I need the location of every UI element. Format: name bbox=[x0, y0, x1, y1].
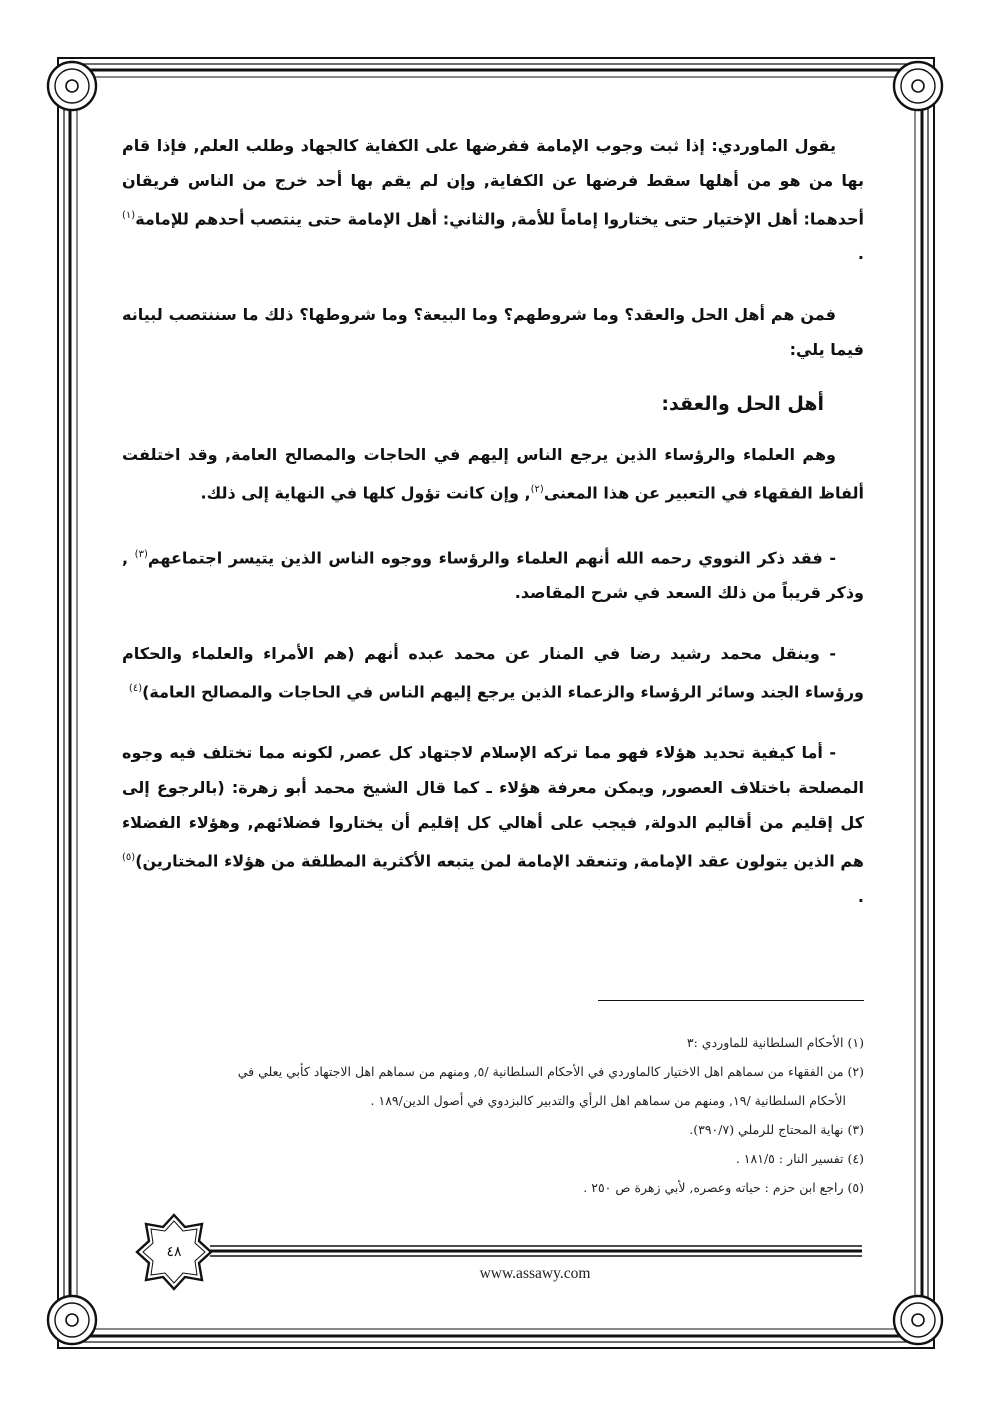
footnote-1: (١) الأحكام السلطانية للماوردي :٣ bbox=[686, 1035, 864, 1050]
paragraph-text: . bbox=[857, 244, 864, 264]
paragraph-text: يقول الماوردي: إذا ثبت وجوب الإمامة ففرضها على الكفاية كالجهاد وطلب العلم, فإذا قام بها من هو من أهلها سقط فرضها عن الكفاية, وإن لم يقم بها أحد خرج من الناس فريقان أحدهما: أهل الإختيار حتى يختاروا إماماً للأمة, والثاني: أهل الإمامة حتى ينتصب أحدهم للإمامة bbox=[122, 136, 864, 229]
page-number-badge bbox=[135, 1213, 213, 1291]
paragraph-text: - وينقل محمد رشيد رضا في المنار عن محمد عبده أنهم (هم الأمراء والعلماء والحكام ورؤساء الجند وسائر الرؤساء والزعماء الذين يرجع إليهم الناس في الحاجات والمصالح العامة) bbox=[122, 643, 864, 702]
paragraph-definition bbox=[122, 437, 864, 510]
main-text bbox=[122, 128, 864, 914]
footnote-ref[interactable]: (٥) bbox=[122, 852, 136, 864]
footnote-ref[interactable]: (٣) bbox=[134, 548, 148, 560]
paragraph-text: - أما كيفية تحديد هؤلاء فهو مما تركه الإسلام لاجتهاد كل عصر, لكونه مما تختلف فيه وجوه المصلحة باختلاف العصور, ويمكن معرفة هؤلاء ـ كما قال الشيخ محمد أبو زهرة: (بالرجوع إلى كل إقليم من أقاليم الدولة, فيجب على أهالي كل إقليم أن يختاروا فضلائهم, وهؤلاء الفضلاء هم الذين يتولون عقد الإمامة, وتنعقد الإمامة لمن يتبعه الأكثرية المطلقة من هؤلاء المختارين) bbox=[122, 743, 864, 871]
footnote-5: (٥) راجع ابن حزم : حياته وعصره, لأبي زهرة ص ٢٥٠ . bbox=[583, 1180, 864, 1195]
paragraph-abu-zahra bbox=[122, 735, 864, 913]
footnote-3: (٣) نهاية المحتاج للرملي (٣٩٠/٧). bbox=[689, 1122, 864, 1137]
footer-website-link[interactable]: www.assawy.com bbox=[479, 1265, 591, 1282]
corner-ornament-bottom-left bbox=[48, 1296, 96, 1344]
footnotes bbox=[170, 1028, 864, 1202]
page-number: ٤٨ bbox=[166, 1244, 182, 1260]
corner-ornament-bottom-right bbox=[894, 1296, 942, 1344]
paragraph-question bbox=[122, 297, 864, 367]
paragraph-text: , وذكر قريباً من ذلك السعد في شرح المقاصد. bbox=[122, 547, 864, 602]
footnote-separator bbox=[598, 1000, 864, 1001]
corner-ornament-top-right bbox=[894, 62, 942, 110]
paragraph-text: وهم العلماء والرؤساء الذين يرجع الناس إليهم في الحاجات والمصالح العامة, وقد اختلفت ألفاظ الفقهاء في التعبير عن هذا المعنى bbox=[122, 445, 864, 503]
paragraph-rida bbox=[122, 636, 864, 709]
paragraph-text: , وإن كانت تؤول كلها في النهاية إلى ذلك. bbox=[200, 483, 531, 503]
section-title: أهل الحل والعقد: bbox=[661, 393, 824, 416]
paragraph-nawawi bbox=[122, 537, 864, 610]
footnote-ref[interactable]: (١) bbox=[122, 210, 136, 221]
footnote-2: (٢) من الفقهاء من سماهم اهل الاختيار كالماوردي في الأحكام السلطانية /٥, ومنهم من سماهم اهل الاجتهاد كأبي يعلي في bbox=[237, 1064, 864, 1079]
footnote-4: (٤) تفسير النار : ١٨١/٥ . bbox=[735, 1151, 864, 1166]
paragraph-text: - فقد ذكر النووي رحمه الله أنهم العلماء والرؤساء ووجوه الناس الذين يتيسر اجتماعهم bbox=[147, 547, 836, 567]
paragraph-text: . bbox=[857, 886, 864, 906]
footnote-2-continued: الأحكام السلطانية /١٩, ومنهم من سماهم اهل الرأي والتدبير كالبزدوي في أصول الدين/١٨٩ . bbox=[370, 1093, 846, 1108]
corner-ornament-top-left bbox=[48, 62, 96, 110]
paragraph-text: فمن هم أهل الحل والعقد؟ وما شروطهم؟ وما البيعة؟ وما شروطها؟ ذلك ما سننتصب لبيانه فيما يلي: bbox=[122, 305, 864, 360]
footnote-ref[interactable]: (٢) bbox=[530, 484, 544, 496]
footer-rule bbox=[210, 1246, 862, 1256]
paragraph-mawardi bbox=[122, 128, 864, 271]
footnote-ref[interactable]: (٤) bbox=[128, 682, 143, 694]
